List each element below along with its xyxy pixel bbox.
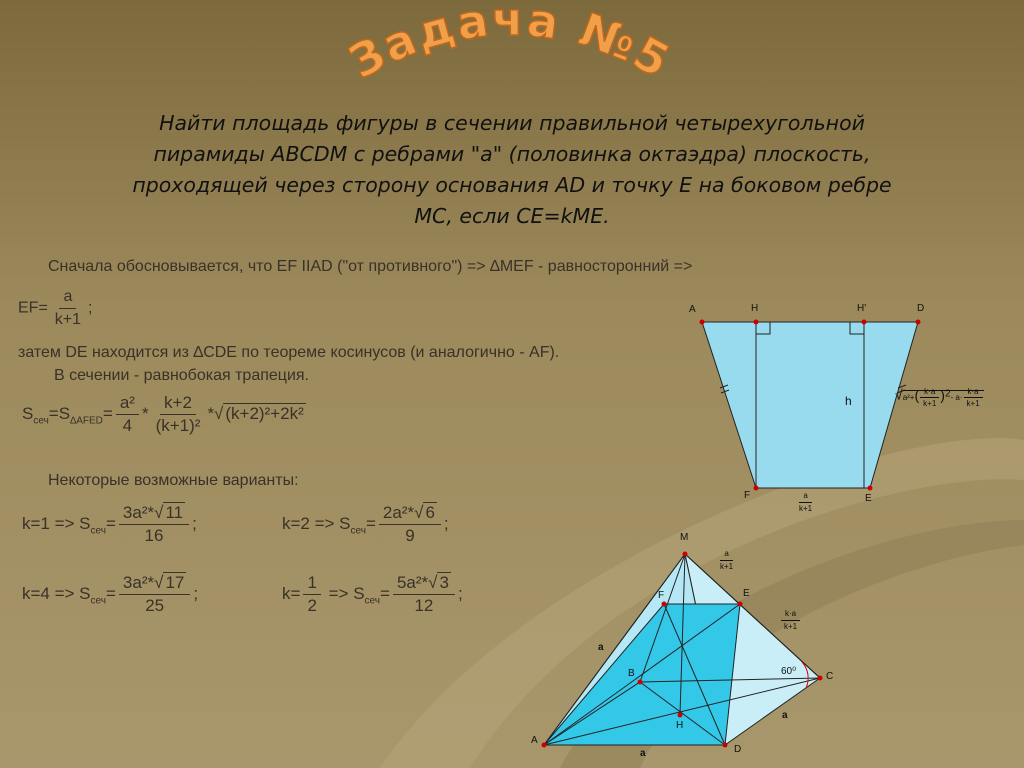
area-fraction-2 — [152, 392, 205, 437]
v4-tail: ; — [457, 583, 463, 603]
ef-formula — [18, 286, 93, 331]
problem-line: MC, если CE=kME. — [414, 204, 610, 228]
v4-k-num: 1 — [303, 572, 320, 595]
area-formula — [22, 392, 306, 437]
label-edge-a: a — [782, 710, 788, 721]
v3-root: 17 — [165, 573, 185, 592]
area-lhs: S — [22, 403, 34, 423]
side-num-2: k·a — [964, 386, 983, 398]
vertex-h2 — [862, 320, 867, 325]
v3-tail: ; — [193, 583, 199, 603]
label-h: H — [676, 720, 684, 731]
label-d: D — [734, 744, 742, 755]
label-edge-a: a — [640, 748, 646, 759]
v1-fraction — [119, 502, 189, 547]
area-f1-den: 4 — [122, 416, 133, 435]
v3-den: 25 — [145, 596, 165, 615]
trapezoid-diagram — [680, 296, 1020, 528]
v4-k-den: 2 — [307, 596, 317, 615]
vertex-a — [542, 743, 547, 748]
label-b: B — [628, 668, 635, 679]
label-a: A — [531, 735, 538, 746]
label-f: F — [658, 590, 665, 601]
label-h2: H' — [857, 303, 867, 314]
vertex-b — [638, 680, 643, 685]
area-op-2: *√ — [207, 403, 224, 423]
variants-label: Некоторые возможные варианты: — [48, 472, 299, 489]
area-f1-num: a² — [116, 392, 139, 415]
intro-line: Сначала обосновывается, что EF IIAD ("от противного") => ∆MEF - равносторонний => — [48, 258, 693, 275]
bottom-fraction — [795, 490, 816, 515]
variant-k4: $k=4 => S_{сеч}=$ $\frac{\text{3a²*√ 17}}{25}$ ; — [22, 573, 199, 615]
v1-tail: ; — [192, 513, 197, 533]
v2-den: 9 — [405, 526, 415, 545]
v2-tail: ; — [443, 513, 449, 533]
area-f2-num: k+2 — [160, 392, 196, 415]
label-angle: 60⁰ — [781, 666, 797, 677]
area-root: (k+2)²+2k² — [225, 403, 304, 423]
v3-sub: сеч — [90, 595, 106, 607]
v2-num: 2a²*√ 6 — [379, 502, 441, 525]
v3-fraction — [119, 572, 190, 617]
ec-fraction — [780, 608, 801, 633]
problem-line: проходящей через сторону основания AD и точку E на боковом ребре — [132, 173, 892, 197]
label-height: h — [845, 394, 852, 408]
vertex-h — [678, 713, 683, 718]
label-d: D — [917, 303, 925, 314]
v1-sub: сеч — [90, 525, 106, 537]
label-f: F — [744, 490, 751, 501]
ec-length — [780, 608, 801, 633]
area-f2-den: (k+1)² — [155, 416, 201, 435]
v3-num: 3a²*√ 17 — [119, 572, 190, 595]
ef-lhs: EF= — [18, 299, 48, 317]
me-num: a — [720, 548, 732, 561]
area-fraction-1 — [116, 392, 139, 437]
v4-lhs-pre: k= — [282, 583, 301, 603]
page-title: Задача №5 — [339, 0, 681, 90]
variant-k-half: k= $\frac{1}{2}$ => $S_{сеч}=$ $\frac{\text{5a²*√ 3}}{12}$ ; — [282, 573, 463, 615]
v1-num-text: 3a²* — [122, 503, 155, 522]
label-c: C — [826, 671, 834, 682]
side-frac-1 — [919, 386, 940, 409]
v1-den: 16 — [144, 526, 164, 545]
vertex-a — [700, 320, 705, 325]
label-e: E — [743, 588, 750, 599]
vertex-m — [683, 552, 688, 557]
area-sub: сеч — [33, 415, 49, 427]
v4-fraction — [393, 572, 455, 617]
problem-line: Найти площадь фигуры в сечении правильной четырехугольной — [159, 111, 865, 135]
v2-fraction — [379, 502, 441, 547]
side-a2: a²+ — [902, 392, 915, 402]
variant-k2: $k=2 => S_{сеч}=$ $\frac{\text{2a²*√ 6}}{9}$ ; — [282, 503, 449, 545]
svg-text:Задача №5 — [340, 0, 680, 89]
label-m: M — [680, 532, 689, 543]
area-op: * — [141, 403, 149, 423]
v4-den: 12 — [414, 596, 434, 615]
ef-num: a — [59, 286, 76, 309]
vertex-e — [738, 602, 743, 607]
bottom-den: k+1 — [799, 504, 813, 513]
v4-root: 3 — [439, 573, 449, 592]
vertex-h — [754, 320, 759, 325]
pyramid-diagram — [530, 540, 850, 768]
area-sub2: ∆AFED — [70, 415, 103, 427]
vertex-c — [818, 676, 823, 681]
trapezoid-shape — [702, 322, 918, 488]
label-a: A — [689, 304, 696, 315]
vertex-e — [868, 486, 873, 491]
bottom-num: a — [799, 490, 811, 503]
me-length — [716, 548, 737, 573]
side-frac-2 — [963, 386, 984, 409]
label-h: H — [751, 303, 759, 314]
ef-tail: ; — [88, 299, 93, 317]
v4-lhs-post: => S — [323, 583, 365, 603]
label-e: E — [865, 493, 872, 504]
title-arc — [300, 0, 720, 110]
v4-k-fraction — [303, 572, 320, 617]
bottom-length — [795, 490, 816, 515]
v4-sub: сеч — [364, 595, 380, 607]
trapezoid-line: В сечении - равнобокая трапеция. — [54, 367, 309, 384]
v2-root: 6 — [425, 503, 435, 522]
ef-den: k+1 — [54, 311, 82, 328]
side-den-2: k+1 — [966, 399, 980, 408]
vertex-f — [754, 486, 759, 491]
ef-fraction — [51, 286, 85, 331]
me-den: k+1 — [720, 562, 734, 571]
v2-num-text: 2a²* — [382, 503, 415, 522]
problem-line: пирамиды ABCDM с ребрами "a" (половинка октаэдра) плоскость, — [153, 142, 871, 166]
v3-lhs: k=4 => S — [22, 583, 91, 603]
ec-den: k+1 — [784, 622, 798, 631]
side-mid: - a· — [950, 392, 963, 402]
v4-num: 5a²*√ 3 — [393, 572, 455, 595]
v4-num-text: 5a²* — [396, 573, 429, 592]
me-fraction — [716, 548, 737, 573]
vertex-d — [916, 320, 921, 325]
side-num: k·a — [920, 386, 939, 398]
ec-num: k·a — [781, 608, 800, 621]
v3-num-text: 3a²* — [122, 573, 155, 592]
vertex-d — [723, 743, 728, 748]
side-den: k+1 — [923, 399, 937, 408]
v1-num: 3a²*√ 11 — [119, 502, 189, 525]
v1-lhs: k=1 => S — [22, 513, 91, 533]
label-edge-a: a — [598, 642, 604, 653]
side-expression: √a²+( $\frac{k\cdot a}{k+1}$ )$^2$- a· $\frac{k\cdot a}{k+1}$ — [895, 386, 984, 409]
side-sq: 2 — [944, 387, 951, 399]
vertex-f — [662, 602, 667, 607]
v2-lhs: k=2 => S — [282, 513, 351, 533]
variant-k1: $k=1 => S_{сеч}=$ $\frac{\text{3a²*√ 11}}{16}$ ; — [22, 503, 197, 545]
de-line: затем DE находится из ∆CDE по теореме косинусов (и аналогично - AF). — [18, 344, 560, 361]
v2-sub: сеч — [350, 525, 366, 537]
area-eq: = — [102, 403, 113, 423]
area-mid: =S — [48, 403, 71, 423]
v1-root: 11 — [165, 503, 184, 522]
problem-statement — [70, 108, 954, 232]
